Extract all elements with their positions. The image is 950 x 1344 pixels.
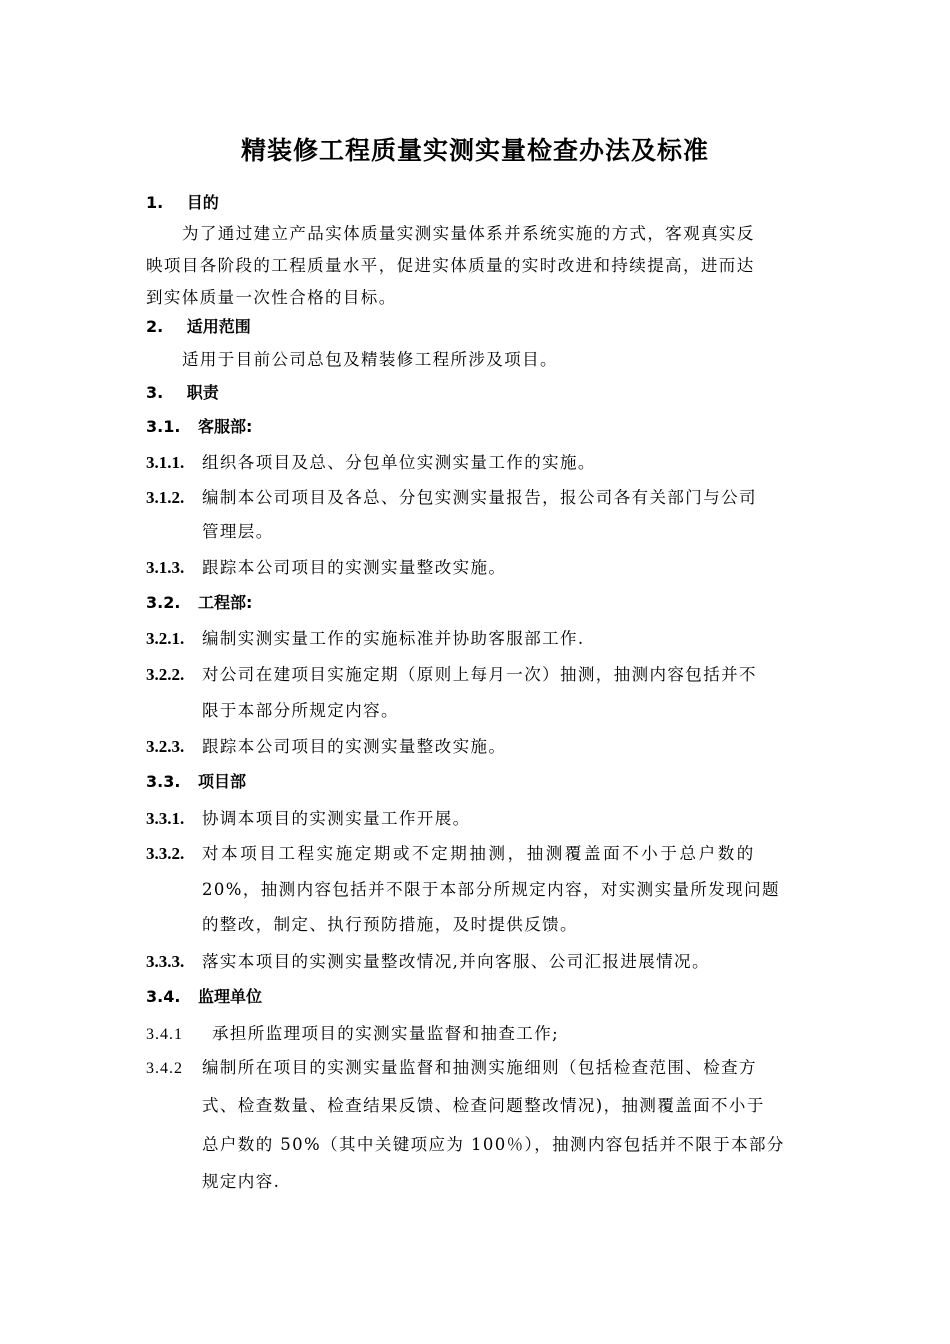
item-number: 3.2.2. — [146, 665, 185, 684]
item-text: 承担所监理项目的实测实量监督和抽查工作; — [212, 1024, 560, 1043]
item-3-2-1 — [146, 625, 585, 649]
item-number: 3.1.3. — [146, 558, 185, 577]
item-number: 3.1.2. — [146, 488, 185, 507]
section-title: 职责 — [186, 383, 219, 402]
item-3-1-2 — [146, 484, 757, 508]
item-number: 3.2.3. — [146, 737, 185, 756]
paragraph-line: 适用于目前公司总包及精装修工程所涉及项目。 — [182, 350, 558, 369]
section-title: 工程部: — [198, 593, 253, 612]
section-title: 目的 — [186, 193, 219, 212]
item-text: 跟踪本公司项目的实测实量整改实施。 — [202, 737, 507, 756]
item-text: 协调本项目的实测实量工作开展。 — [202, 809, 471, 828]
item-3-2-3 — [146, 733, 506, 757]
item-number: 3.3.1. — [146, 809, 185, 828]
item-text: 组织各项目及总、分包单位实测实量工作的实施。 — [202, 453, 596, 472]
section-number: 3.1. — [146, 417, 181, 436]
section-number: 3. — [146, 383, 164, 402]
item-text: 对公司在建项目实施定期（原则上每月一次）抽测，抽测内容包括并不 — [202, 665, 757, 684]
section-title: 监理单位 — [198, 987, 263, 1006]
item-number: 3.3.3. — [146, 952, 185, 971]
item-3-4-1 — [146, 1020, 559, 1044]
item-text-continued: 式、检查数量、检查结果反馈、检查问题整改情况)，抽测覆盖面不小于 — [202, 1096, 765, 1115]
section-title: 适用范围 — [186, 317, 251, 336]
section-title: 项目部 — [198, 772, 247, 791]
item-3-1-1 — [146, 449, 596, 473]
section-3-3-heading — [146, 769, 246, 792]
item-number: 3.3.2. — [146, 844, 185, 863]
section-number: 3.3. — [146, 772, 181, 791]
item-text: 编制所在项目的实测实量监督和抽测实施细则（包括检查范围、检查方 — [202, 1058, 757, 1077]
item-text-continued: 限于本部分所规定内容。 — [202, 701, 399, 720]
item-text-continued: 总户数的 50%（其中关键项应为 100％），抽测内容包括并不限于本部分 — [202, 1135, 785, 1154]
document-title: 精装修工程质量实测实量检查办法及标准 — [240, 136, 709, 165]
section-2-heading — [146, 314, 251, 337]
item-3-3-2 — [146, 840, 756, 864]
item-text-continued: 规定内容. — [202, 1172, 281, 1191]
paragraph-line: 为了通过建立产品实体质量实测实量体系并系统实施的方式，客观真实反 — [182, 224, 755, 243]
item-3-4-2 — [146, 1054, 757, 1078]
section-title: 客服部: — [198, 417, 253, 436]
item-3-3-3 — [146, 948, 710, 972]
item-text: 跟踪本公司项目的实测实量整改实施。 — [202, 558, 507, 577]
item-number: 3.4.2 — [146, 1060, 183, 1077]
section-number: 3.2. — [146, 593, 181, 612]
section-number: 2. — [146, 317, 164, 336]
item-3-2-2 — [146, 661, 757, 685]
section-number: 3.4. — [146, 987, 181, 1006]
item-text-continued: 的整改，制定、执行预防措施，及时提供反馈。 — [202, 915, 578, 934]
item-text-continued: 20%，抽测内容包括并不限于本部分所规定内容，对实测实量所发现问题 — [202, 880, 780, 899]
section-3-4-heading — [146, 984, 262, 1007]
section-number: 1. — [146, 193, 164, 212]
section-1-heading — [146, 190, 219, 213]
section-3-2-heading — [146, 590, 252, 613]
item-3-3-1 — [146, 805, 471, 829]
item-number: 3.1.1. — [146, 453, 185, 472]
item-number: 3.4.1 — [146, 1026, 183, 1043]
item-text: 落实本项目的实测实量整改情况,并向客服、公司汇报进展情况。 — [202, 952, 710, 971]
section-3-heading — [146, 380, 219, 403]
item-text: 编制本公司项目及各总、分包实测实量报告，报公司各有关部门与公司 — [202, 488, 757, 507]
paragraph-line: 到实体质量一次性合格的目标。 — [146, 288, 397, 307]
item-number: 3.2.1. — [146, 629, 185, 648]
item-text: 编制实测实量工作的实施标准并协助客服部工作. — [202, 629, 585, 648]
item-text: 对本项目工程实施定期或不定期抽测，抽测覆盖面不小于总户数的 — [202, 844, 756, 863]
item-3-1-3 — [146, 554, 506, 578]
paragraph-line: 映项目各阶段的工程质量水平，促进实体质量的实时改进和持续提高，进而达 — [146, 256, 755, 275]
section-3-1-heading — [146, 414, 252, 437]
item-text-continued: 管理层。 — [202, 522, 274, 541]
